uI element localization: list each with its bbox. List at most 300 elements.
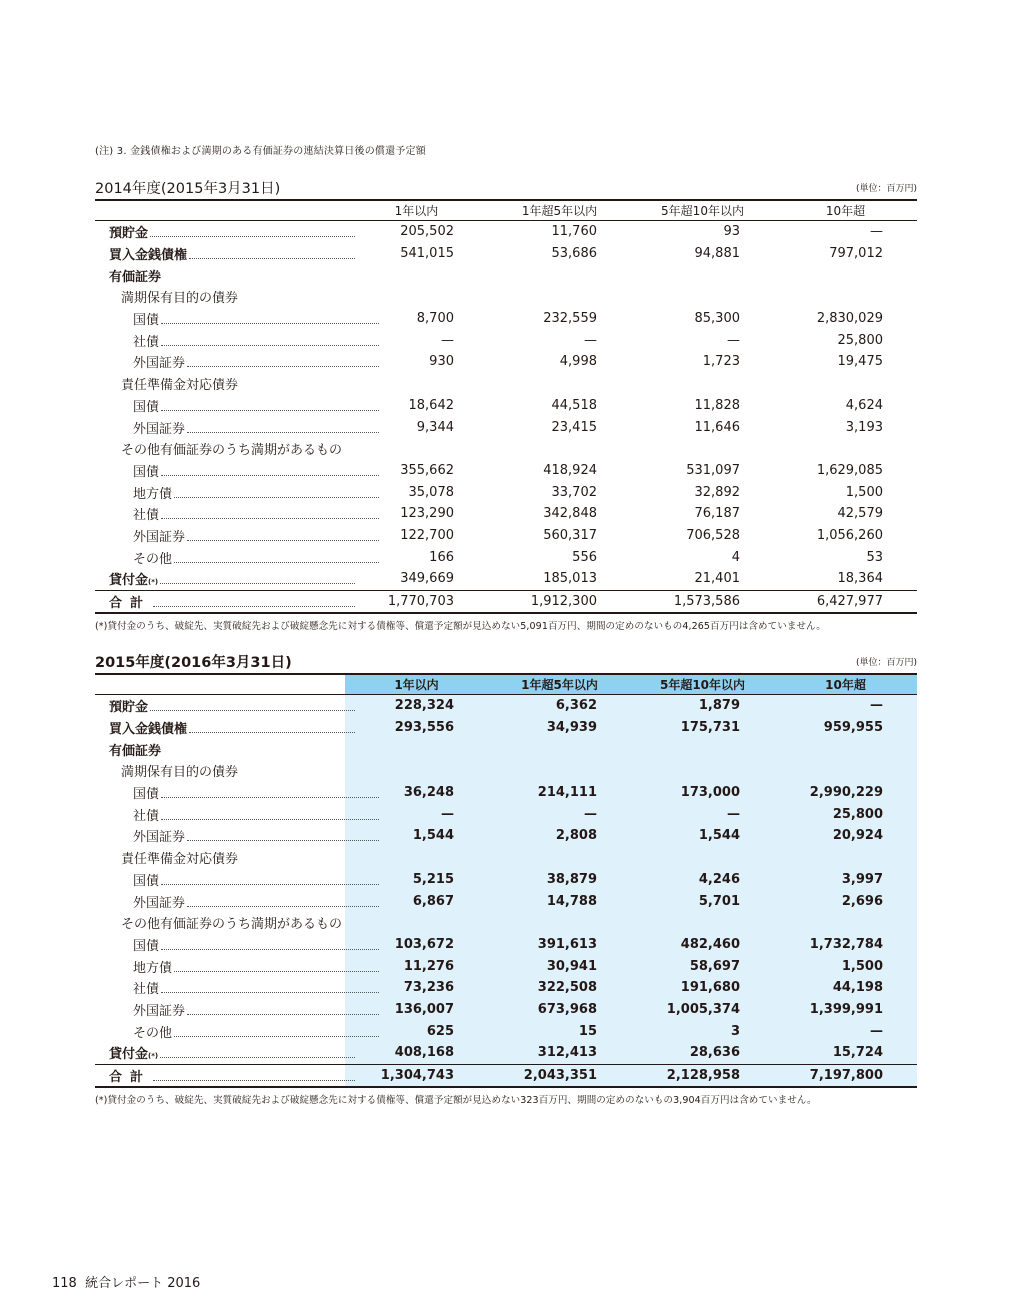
value-cell — [488, 912, 631, 934]
value-cell: 103,672 — [345, 934, 488, 956]
value-cell: 1,500 — [774, 955, 917, 977]
value-cell: — — [774, 695, 917, 717]
table-row — [95, 568, 917, 590]
value-cell: 1,770,703 — [345, 590, 488, 613]
value-cell — [774, 373, 917, 395]
table-row — [95, 695, 917, 717]
value-cell: — — [584, 332, 597, 348]
value-cell: 53,686 — [551, 246, 597, 262]
leader-dots — [161, 322, 379, 324]
value-cell: 38,879 — [488, 869, 631, 891]
value-cell: — — [631, 803, 774, 825]
footnote-marker: (*) — [148, 578, 159, 587]
value-cell: 1,732,784 — [774, 934, 917, 956]
row-label: 地方債 — [133, 486, 173, 502]
table-row — [95, 395, 917, 417]
value-cell: 1,500 — [845, 484, 883, 500]
value-cell: 191,680 — [631, 977, 774, 999]
row-label: 責任準備金対応債券 — [121, 852, 239, 868]
value-cell — [774, 264, 917, 286]
value-cell: 9,344 — [416, 419, 454, 435]
row-label: 外国証券 — [133, 529, 186, 545]
value-cell: 625 — [345, 1020, 488, 1042]
value-cell — [345, 738, 488, 760]
value-cell: 205,502 — [400, 224, 454, 240]
leader-dots — [161, 474, 379, 476]
table-row — [95, 912, 917, 934]
table-row — [95, 351, 917, 373]
redemption-table — [95, 199, 917, 614]
value-cell: 1,879 — [631, 695, 774, 717]
leader-dots — [153, 605, 355, 607]
row-label-cell — [95, 503, 345, 525]
leader-dots — [187, 839, 379, 841]
row-label-cell — [95, 416, 345, 438]
row-label-cell — [95, 999, 345, 1021]
leader-dots — [187, 1013, 379, 1015]
leader-dots — [160, 582, 355, 584]
row-label-cell — [95, 738, 345, 760]
row-label: 買入金銭債権 — [109, 722, 188, 738]
unit-label: (単位：百万円) — [855, 184, 917, 194]
value-cell: 5,701 — [631, 890, 774, 912]
value-cell: 76,187 — [694, 506, 740, 522]
value-cell: 4,624 — [845, 397, 883, 413]
table-row — [95, 782, 917, 804]
row-label: 社債 — [133, 982, 160, 998]
table-row — [95, 977, 917, 999]
row-label: 貸付金 — [109, 573, 149, 589]
leader-dots — [161, 344, 379, 346]
header-blank — [95, 200, 345, 221]
value-cell: 53 — [866, 549, 883, 565]
value-cell — [774, 738, 917, 760]
value-cell: 930 — [429, 354, 454, 370]
table-row — [95, 869, 917, 891]
value-cell: 4,246 — [631, 869, 774, 891]
row-label: 満期保有目的の債券 — [121, 765, 239, 781]
value-cell — [631, 760, 774, 782]
value-cell — [631, 912, 774, 934]
value-cell: 1,304,743 — [345, 1064, 488, 1087]
row-label-cell — [95, 695, 345, 717]
table-row — [95, 264, 917, 286]
row-label-cell — [95, 373, 345, 395]
table-row — [95, 934, 917, 956]
value-cell: 58,697 — [631, 955, 774, 977]
value-cell: 21,401 — [694, 571, 740, 587]
value-cell: 6,427,977 — [774, 590, 917, 613]
row-label: 預貯金 — [109, 226, 149, 242]
value-cell: 1,399,991 — [774, 999, 917, 1021]
value-cell: 418,924 — [543, 462, 597, 478]
leader-dots — [160, 1056, 355, 1058]
value-cell: 1,912,300 — [488, 590, 631, 613]
row-label-cell — [95, 912, 345, 934]
value-cell: 185,013 — [543, 571, 597, 587]
leader-dots — [174, 561, 379, 563]
table-header-row — [95, 200, 917, 221]
value-cell: 15 — [488, 1020, 631, 1042]
row-label: 合計 — [109, 1070, 152, 1086]
value-cell: 797,012 — [829, 246, 883, 262]
row-label-cell — [95, 481, 345, 503]
unit-label: (単位：百万円) — [855, 658, 917, 668]
row-label: 国債 — [133, 313, 160, 329]
value-cell — [631, 286, 774, 308]
leader-dots — [161, 796, 379, 798]
redemption-table — [95, 673, 917, 1088]
value-cell: 8,700 — [416, 311, 454, 327]
row-label-cell — [95, 869, 345, 891]
value-cell: 1,723 — [702, 354, 740, 370]
value-cell: 2,808 — [488, 825, 631, 847]
table-row — [95, 286, 917, 308]
publication-name: 統合レポート 2016 — [85, 1276, 201, 1291]
table-row — [95, 1042, 917, 1064]
value-cell: 18,364 — [837, 571, 883, 587]
value-cell: 6,867 — [345, 890, 488, 912]
value-cell — [631, 264, 774, 286]
row-label: 有価証券 — [109, 269, 162, 285]
value-cell: 14,788 — [488, 890, 631, 912]
footnote-marker: (*) — [148, 1052, 159, 1061]
value-cell: 342,848 — [543, 506, 597, 522]
row-label-cell — [95, 351, 345, 373]
leader-dots — [187, 431, 379, 433]
leader-dots — [161, 883, 379, 885]
value-cell: 322,508 — [488, 977, 631, 999]
value-cell: 94,881 — [694, 246, 740, 262]
total-row — [95, 590, 917, 613]
table-row — [95, 373, 917, 395]
value-cell — [774, 760, 917, 782]
table-row — [95, 847, 917, 869]
value-cell: 2,830,029 — [816, 311, 883, 327]
value-cell: — — [345, 803, 488, 825]
value-cell: 44,198 — [774, 977, 917, 999]
table-row — [95, 221, 917, 243]
row-label-cell — [95, 825, 345, 847]
footnote: (*)貸付金のうち、破綻先、実質破綻先および破綻懸念先に対する債権等、償還予定額が見込めない323百万円、期間の定めのないもの3,904百万円は含めていません。 — [95, 1095, 817, 1107]
value-cell: 706,528 — [686, 527, 740, 543]
value-cell: 214,111 — [488, 782, 631, 804]
value-cell: 11,760 — [551, 224, 597, 240]
value-cell: 560,317 — [543, 527, 597, 543]
leader-dots — [150, 709, 355, 711]
row-label-cell — [95, 243, 345, 265]
table-row — [95, 460, 917, 482]
value-cell: 44,518 — [551, 397, 597, 413]
value-cell: 5,215 — [345, 869, 488, 891]
value-cell: 11,646 — [694, 419, 740, 435]
value-cell: 482,460 — [631, 934, 774, 956]
row-label-cell — [95, 221, 345, 243]
table-section-2014 — [95, 177, 917, 632]
column-header: 1年超5年以内 — [488, 674, 631, 695]
row-label-cell — [95, 1064, 345, 1087]
table-row — [95, 955, 917, 977]
value-cell: — — [488, 803, 631, 825]
value-cell: 673,968 — [488, 999, 631, 1021]
value-cell: 391,613 — [488, 934, 631, 956]
value-cell: 3,193 — [845, 419, 883, 435]
value-cell — [488, 264, 631, 286]
row-label: 社債 — [133, 334, 160, 350]
column-header: 5年超10年以内 — [661, 204, 744, 218]
row-label-cell — [95, 286, 345, 308]
value-cell: 2,990,229 — [774, 782, 917, 804]
row-label-cell — [95, 264, 345, 286]
table-row — [95, 999, 917, 1021]
value-cell: 30,941 — [488, 955, 631, 977]
value-cell: 36,248 — [345, 782, 488, 804]
value-cell: 2,128,958 — [631, 1064, 774, 1087]
table-section-2015 — [95, 651, 917, 1106]
leader-dots — [187, 905, 379, 907]
value-cell: 556 — [572, 549, 597, 565]
value-cell: 85,300 — [694, 311, 740, 327]
table-row — [95, 546, 917, 568]
value-cell — [488, 760, 631, 782]
row-label-cell — [95, 977, 345, 999]
note-title: (注) 3. 金銭債権および満期のある有価証券の連結決算日後の償還予定額 — [95, 146, 426, 157]
value-cell — [345, 264, 488, 286]
row-label-cell — [95, 717, 345, 739]
page-number: 118 — [52, 1276, 77, 1291]
value-cell: 11,276 — [345, 955, 488, 977]
table-row — [95, 329, 917, 351]
value-cell: 408,168 — [345, 1042, 488, 1064]
row-label-cell — [95, 1020, 345, 1042]
value-cell: 1,056,260 — [816, 527, 883, 543]
value-cell: 175,731 — [631, 717, 774, 739]
row-label: 外国証券 — [133, 421, 186, 437]
value-cell: — — [774, 1020, 917, 1042]
leader-dots — [187, 539, 379, 541]
row-label: 外国証券 — [133, 1003, 186, 1019]
column-header: 10年超 — [774, 674, 917, 695]
row-label: 有価証券 — [109, 743, 162, 759]
table-row — [95, 416, 917, 438]
value-cell: 23,415 — [551, 419, 597, 435]
value-cell: — — [870, 224, 883, 240]
value-cell: 355,662 — [400, 462, 454, 478]
table-row — [95, 481, 917, 503]
row-label: その他 — [133, 551, 173, 567]
row-label: 社債 — [133, 808, 160, 824]
value-cell — [488, 373, 631, 395]
row-label-cell — [95, 329, 345, 351]
row-label-cell — [95, 395, 345, 417]
value-cell: 1,544 — [631, 825, 774, 847]
table-row — [95, 717, 917, 739]
row-label: 外国証券 — [133, 356, 186, 372]
column-header: 1年超5年以内 — [521, 204, 598, 218]
value-cell: 18,642 — [408, 397, 454, 413]
row-label-cell — [95, 803, 345, 825]
row-label-cell — [95, 546, 345, 568]
row-label: 外国証券 — [133, 895, 186, 911]
row-label: その他有価証券のうち満期があるもの — [121, 917, 343, 933]
value-cell: 93 — [723, 224, 740, 240]
row-label-cell — [95, 1042, 345, 1064]
leader-dots — [161, 818, 379, 820]
row-label: 買入金銭債権 — [109, 248, 188, 264]
row-label-cell — [95, 568, 345, 590]
value-cell — [631, 847, 774, 869]
value-cell: 7,197,800 — [774, 1064, 917, 1087]
row-label-cell — [95, 460, 345, 482]
value-cell: 2,696 — [774, 890, 917, 912]
value-cell: 25,800 — [837, 332, 883, 348]
table-title: 2015年度(2016年3月31日) — [95, 655, 292, 671]
value-cell: 1,573,586 — [631, 590, 774, 613]
value-cell: 19,475 — [837, 354, 883, 370]
row-label-cell — [95, 525, 345, 547]
value-cell: 25,800 — [774, 803, 917, 825]
table-row — [95, 1020, 917, 1042]
table-title: 2014年度(2015年3月31日) — [95, 181, 281, 197]
leader-dots — [174, 496, 379, 498]
value-cell — [631, 738, 774, 760]
value-cell: 136,007 — [345, 999, 488, 1021]
row-label-cell — [95, 847, 345, 869]
value-cell: 228,324 — [345, 695, 488, 717]
leader-dots — [161, 409, 379, 411]
value-cell: 32,892 — [694, 484, 740, 500]
value-cell: 1,629,085 — [816, 462, 883, 478]
row-label: 満期保有目的の債券 — [121, 291, 239, 307]
table-row — [95, 803, 917, 825]
row-label: その他 — [133, 1025, 173, 1041]
value-cell — [488, 438, 631, 460]
value-cell: 293,556 — [345, 717, 488, 739]
value-cell: 73,236 — [345, 977, 488, 999]
value-cell: 1,544 — [345, 825, 488, 847]
leader-dots — [174, 970, 379, 972]
row-label: 合計 — [109, 596, 152, 612]
value-cell — [774, 912, 917, 934]
value-cell — [488, 286, 631, 308]
column-header: 10年超 — [825, 204, 866, 218]
table-row — [95, 738, 917, 760]
value-cell: 20,924 — [774, 825, 917, 847]
value-cell — [488, 847, 631, 869]
table-row — [95, 760, 917, 782]
value-cell: 34,939 — [488, 717, 631, 739]
row-label: 国債 — [133, 399, 160, 415]
value-cell — [631, 373, 774, 395]
value-cell — [774, 286, 917, 308]
row-label-cell — [95, 890, 345, 912]
row-label: 国債 — [133, 464, 160, 480]
value-cell: 4,998 — [559, 354, 597, 370]
table-row — [95, 525, 917, 547]
value-cell: 33,702 — [551, 484, 597, 500]
table-row — [95, 890, 917, 912]
value-cell — [774, 847, 917, 869]
value-cell: 312,413 — [488, 1042, 631, 1064]
value-cell: 3,997 — [774, 869, 917, 891]
value-cell: 28,636 — [631, 1042, 774, 1064]
column-header: 1年以内 — [345, 674, 488, 695]
value-cell — [774, 438, 917, 460]
value-cell: 6,362 — [488, 695, 631, 717]
row-label: 国債 — [133, 787, 160, 803]
leader-dots — [161, 991, 379, 993]
leader-dots — [150, 235, 355, 237]
table-header-row — [95, 674, 917, 695]
row-label: 責任準備金対応債券 — [121, 378, 239, 394]
value-cell: 4 — [731, 549, 740, 565]
row-label-cell — [95, 955, 345, 977]
value-cell: 15,724 — [774, 1042, 917, 1064]
table-row — [95, 503, 917, 525]
value-cell: 232,559 — [543, 311, 597, 327]
leader-dots — [187, 365, 379, 367]
value-cell: 3 — [631, 1020, 774, 1042]
table-row — [95, 438, 917, 460]
total-row — [95, 1064, 917, 1087]
footnote: (*)貸付金のうち、破綻先、実質破綻先および破綻懸念先に対する債権等、償還予定額が見込めない5,091百万円、期間の定めのないもの4,265百万円は含めていません。 — [95, 621, 826, 633]
row-label: 外国証券 — [133, 830, 186, 846]
row-label: 地方債 — [133, 960, 173, 976]
row-label: 社債 — [133, 508, 160, 524]
value-cell: 959,955 — [774, 717, 917, 739]
row-label-cell — [95, 308, 345, 330]
value-cell: 123,290 — [400, 506, 454, 522]
table-row — [95, 308, 917, 330]
column-header: 5年超10年以内 — [631, 674, 774, 695]
row-label-cell — [95, 760, 345, 782]
value-cell: 2,043,351 — [488, 1064, 631, 1087]
value-cell: 11,828 — [694, 397, 740, 413]
row-label: その他有価証券のうち満期があるもの — [121, 443, 343, 459]
value-cell: 349,669 — [400, 571, 454, 587]
leader-dots — [153, 1079, 355, 1081]
table-row — [95, 825, 917, 847]
header-blank — [95, 674, 345, 695]
value-cell: 35,078 — [408, 484, 454, 500]
value-cell: — — [441, 332, 454, 348]
leader-dots — [161, 948, 379, 950]
value-cell: 42,579 — [837, 506, 883, 522]
value-cell: — — [727, 332, 740, 348]
leader-dots — [189, 731, 355, 733]
row-label: 国債 — [133, 938, 160, 954]
column-header: 1年以内 — [394, 204, 439, 218]
row-label: 貸付金 — [109, 1047, 149, 1063]
row-label: 国債 — [133, 873, 160, 889]
leader-dots — [189, 257, 355, 259]
leader-dots — [161, 517, 379, 519]
table-row — [95, 243, 917, 265]
value-cell: 1,005,374 — [631, 999, 774, 1021]
row-label: 預貯金 — [109, 700, 149, 716]
row-label-cell — [95, 782, 345, 804]
value-cell — [631, 438, 774, 460]
value-cell: 166 — [429, 549, 454, 565]
value-cell: 541,015 — [400, 246, 454, 262]
leader-dots — [174, 1035, 379, 1037]
row-label-cell — [95, 590, 345, 613]
value-cell: 531,097 — [686, 462, 740, 478]
row-label-cell — [95, 438, 345, 460]
value-cell: 122,700 — [400, 527, 454, 543]
value-cell: 173,000 — [631, 782, 774, 804]
page-footer — [52, 1272, 200, 1291]
